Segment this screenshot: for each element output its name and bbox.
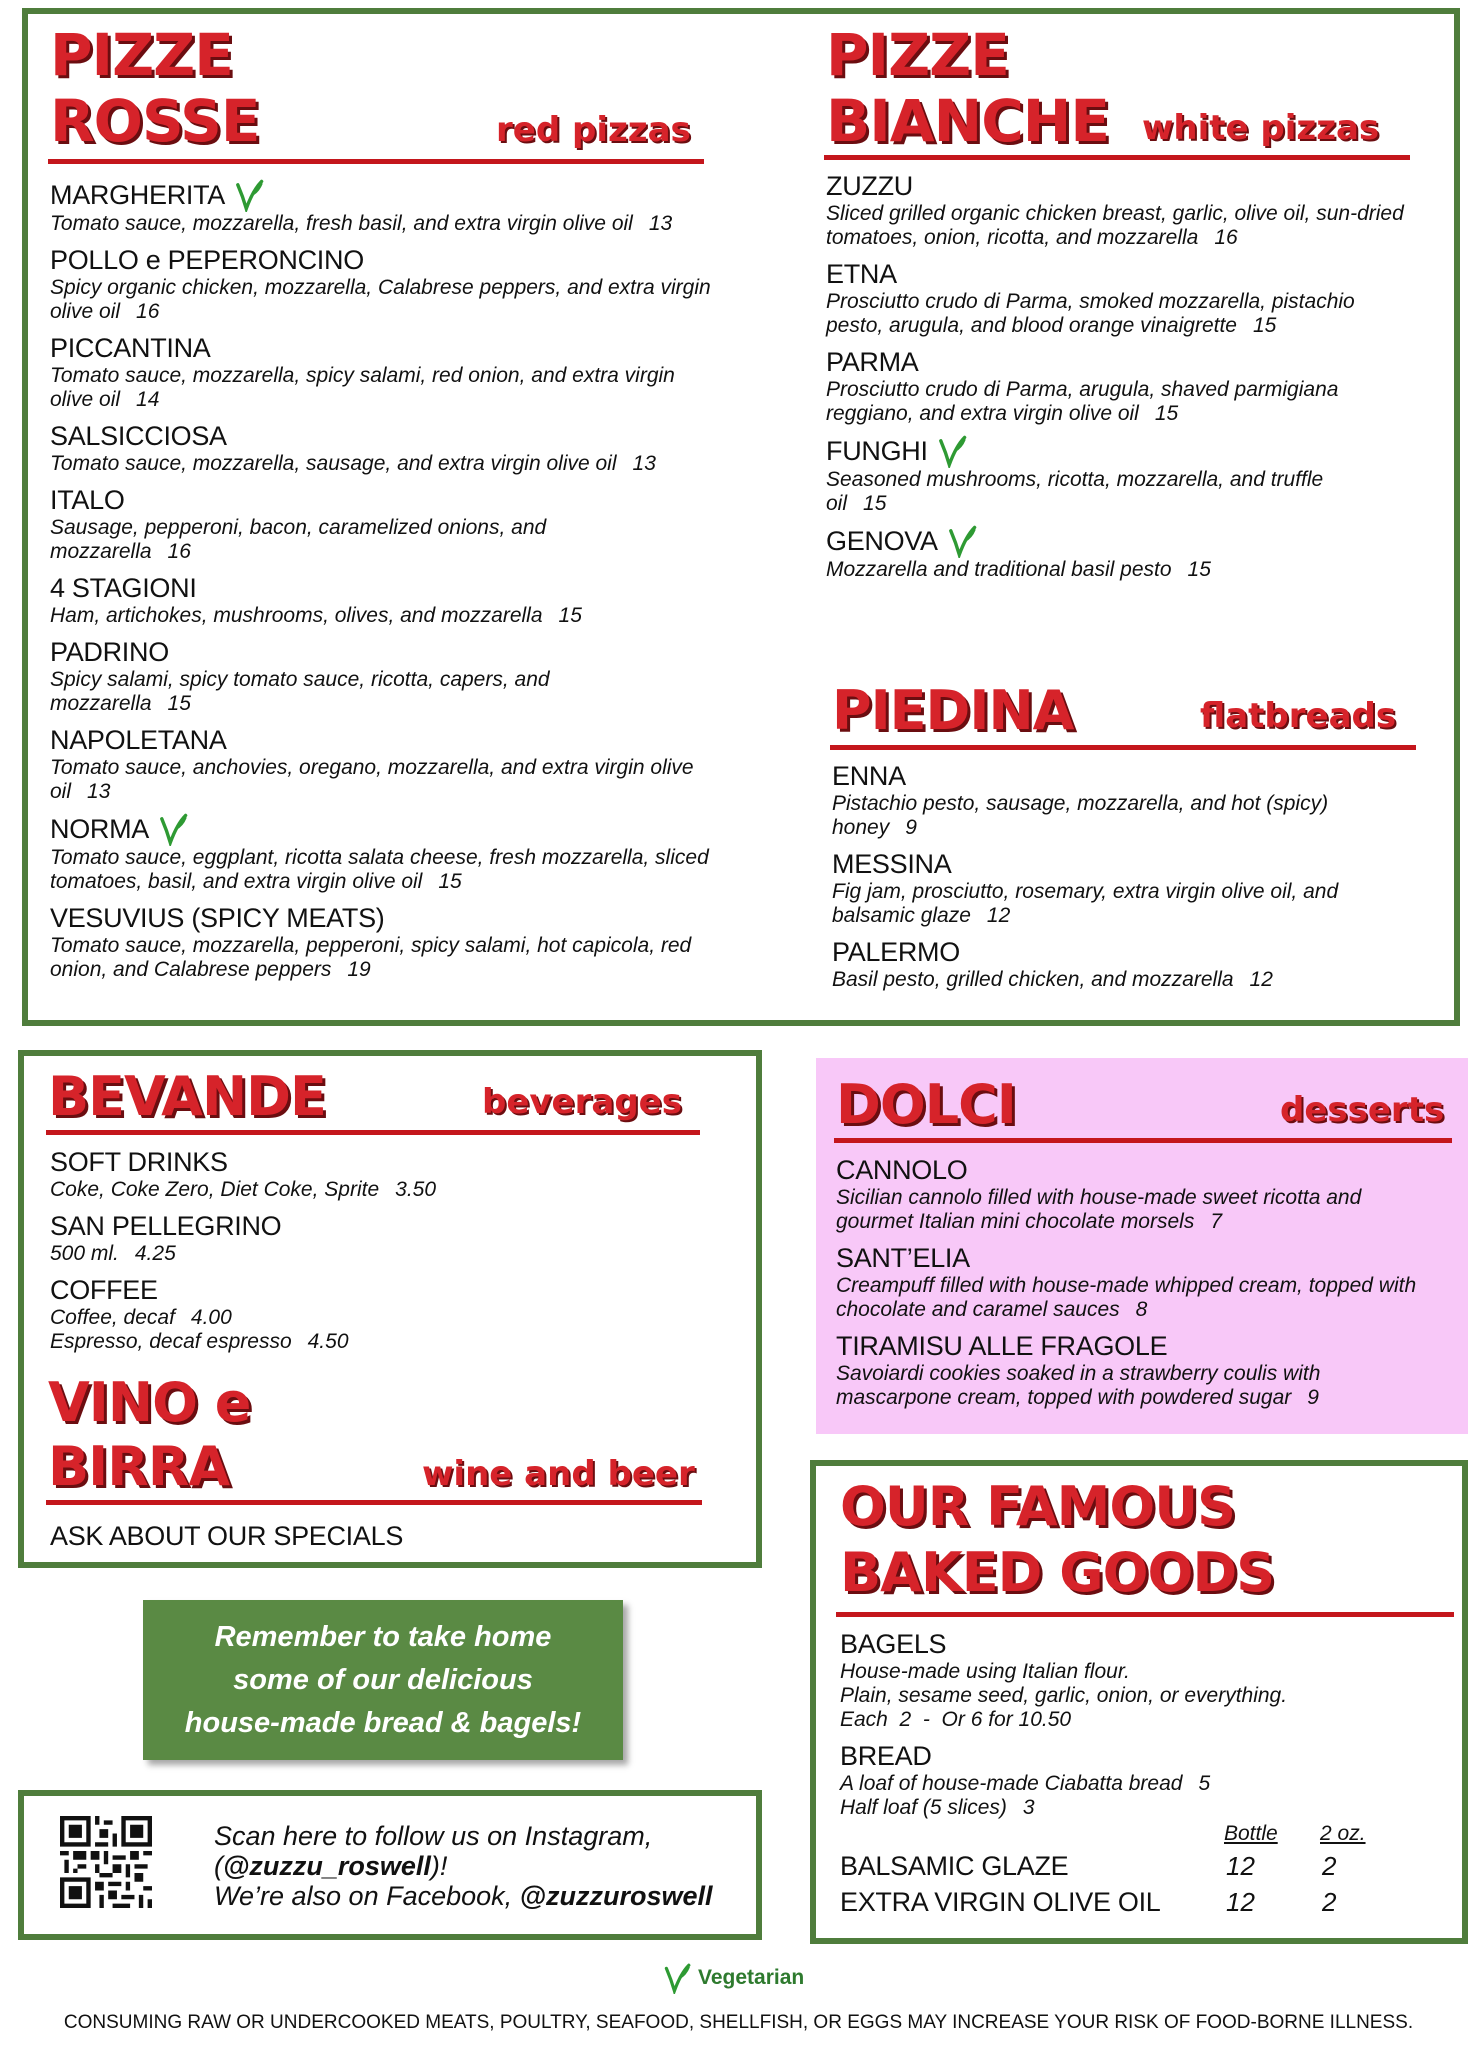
social-line: We’re also on Facebook, — [214, 1881, 520, 1911]
baked-rule — [836, 1612, 1454, 1617]
menu-item — [840, 1740, 1440, 1820]
menu-item-price: 13 — [632, 452, 656, 475]
menu-item-price: 3.50 — [395, 1178, 437, 1201]
menu-item-name: PADRINO — [50, 637, 169, 667]
menu-item-desc: Fig jam, prosciutto, rosemary, extra virgin olive oil, and balsamic glaze — [832, 880, 1339, 927]
menu-item-price: 15 — [1187, 558, 1211, 581]
menu-item — [50, 572, 715, 628]
pizze-bianche-list — [826, 170, 1406, 590]
bottle-column-header: Bottle — [1224, 1822, 1278, 1845]
menu-item-price: 7 — [1210, 1210, 1223, 1233]
menu-item — [50, 244, 715, 324]
menu-item — [832, 936, 1402, 992]
menu-item-price: 8 — [1135, 1298, 1148, 1321]
menu-item-desc: A loaf of house-made Ciabatta bread — [840, 1772, 1183, 1795]
vegetarian-leaf-icon — [155, 812, 189, 846]
menu-item-desc: Plain, sesame seed, garlic, onion, or everything. — [840, 1684, 1288, 1707]
social-text — [214, 1821, 713, 1911]
menu-item-name: PARMA — [826, 347, 919, 377]
menu-item-desc: Tomato sauce, mozzarella, pepperoni, spicy salami, hot capicola, red onion, and Calabrese peppers — [50, 934, 692, 981]
menu-item-price: 16 — [167, 540, 191, 563]
menu-item-desc: Mozzarella and traditional basil pesto — [826, 558, 1172, 581]
pizze-bianche-title-line2: BIANCHE — [826, 87, 1109, 155]
social-punct: )! — [430, 1851, 448, 1881]
instagram-handle[interactable]: @zuzzu_roswell — [223, 1851, 431, 1881]
menu-item — [836, 1330, 1436, 1410]
pizze-bianche-rule — [824, 155, 1410, 160]
oil-name: EXTRA VIRGIN OLIVE OIL — [840, 1887, 1161, 1917]
menu-item-desc: Tomato sauce, anchovies, oregano, mozzarella, and extra virgin olive oil — [50, 756, 694, 803]
menu-item-price: 15 — [558, 604, 582, 627]
menu-item-price: 4.25 — [134, 1242, 176, 1265]
menu-item-desc: Each 2 - Or 6 for 10.50 — [840, 1708, 1072, 1731]
pizze-bianche-subtitle: white pizzas — [1142, 108, 1380, 148]
menu-item-desc: Pistachio pesto, sausage, mozzarella, and hot (spicy) honey — [832, 792, 1329, 839]
menu-item-desc: Tomato sauce, mozzarella, spicy salami, red onion, and extra virgin olive oil — [50, 364, 675, 411]
menu-item-price: 14 — [136, 388, 160, 411]
oil-name: BALSAMIC GLAZE — [840, 1851, 1069, 1881]
menu-item-desc: House-made using Italian flour. — [840, 1660, 1130, 1683]
menu-item-name: COFFEE — [50, 1275, 158, 1305]
pizze-rosse-title-line1: PIZZE — [50, 21, 233, 89]
menu-item — [50, 724, 715, 804]
pizze-rosse-rule — [48, 159, 704, 164]
menu-item-price: 9 — [1307, 1386, 1319, 1409]
menu-item-desc: Tomato sauce, mozzarella, fresh basil, and extra virgin olive oil — [50, 212, 633, 235]
bevande-subtitle: beverages — [482, 1082, 682, 1122]
menu-item-name: PICCANTINA — [50, 333, 211, 363]
menu-item — [50, 1274, 710, 1354]
menu-item — [832, 760, 1402, 840]
menu-item-desc: Sausage, pepperoni, bacon, caramelized onions, and mozzarella — [50, 516, 547, 563]
promo-line: house-made bread & bagels! — [184, 1706, 582, 1739]
menu-item-price: 16 — [136, 300, 160, 323]
menu-item-name: ITALO — [50, 485, 125, 515]
menu-item — [826, 258, 1406, 338]
menu-item-name: SANT’ELIA — [836, 1243, 970, 1273]
baked-list — [840, 1628, 1440, 1828]
menu-item-name: NAPOLETANA — [50, 725, 227, 755]
menu-item-name: SALSICCIOSA — [50, 421, 227, 451]
promo-line: Remember to take home — [214, 1620, 552, 1653]
pizze-rosse-title-line2: ROSSE — [50, 87, 260, 155]
vino-rule — [46, 1500, 702, 1505]
menu-item — [826, 434, 1406, 516]
menu-item — [50, 420, 715, 476]
menu-item-desc: Spicy organic chicken, mozzarella, Calabrese peppers, and extra virgin olive oil — [50, 276, 711, 323]
menu-item-price: 3 — [1022, 1796, 1035, 1819]
menu-item-price: 5 — [1198, 1772, 1211, 1795]
menu-item — [50, 902, 715, 982]
menu-item-desc: Tomato sauce, mozzarella, sausage, and extra virgin olive oil — [50, 452, 617, 475]
menu-item-desc: Espresso, decaf espresso — [50, 1330, 292, 1353]
menu-item — [50, 1146, 710, 1202]
menu-item-name: GENOVA — [826, 526, 938, 556]
menu-item-price: 13 — [648, 212, 673, 235]
bevande-list — [50, 1146, 710, 1362]
menu-item-name: NORMA — [50, 814, 149, 844]
menu-item-name: MESSINA — [832, 849, 952, 879]
menu-item-name: MARGHERITA — [50, 180, 226, 210]
menu-item — [826, 524, 1406, 582]
menu-item-name: CANNOLO — [836, 1155, 968, 1185]
menu-item-price: 4.50 — [307, 1330, 349, 1353]
menu-item-name: SOFT DRINKS — [50, 1147, 228, 1177]
menu-item-price: 15 — [167, 692, 191, 715]
dolci-rule — [834, 1138, 1452, 1143]
menu-item-name: VESUVIUS (SPICY MEATS) — [50, 903, 385, 933]
menu-item-price: 15 — [1154, 402, 1179, 425]
menu-item-name: ETNA — [826, 259, 897, 289]
menu-item-name: TIRAMISU ALLE FRAGOLE — [836, 1331, 1168, 1361]
piedina-title: PIEDINA — [832, 679, 1074, 742]
menu-item-desc: Savoiardi cookies soaked in a strawberry coulis with mascarpone cream, topped with powdered sugar — [836, 1362, 1321, 1409]
vegetarian-leaf-icon — [231, 178, 265, 212]
qr-code-icon[interactable] — [60, 1816, 152, 1908]
menu-item-price: 15 — [1252, 314, 1277, 337]
menu-item — [50, 178, 715, 236]
menu-item — [832, 848, 1402, 928]
baked-title-line1: OUR FAMOUS — [840, 1475, 1235, 1538]
menu-item-name: POLLO e PEPERONCINO — [50, 245, 364, 275]
menu-item — [826, 170, 1406, 250]
menu-item-desc: Sicilian cannolo filled with house-made sweet ricotta and gourmet Italian mini chocolate morsels — [836, 1186, 1362, 1233]
menu-item — [840, 1628, 1440, 1732]
vegetarian-legend — [660, 1962, 804, 1994]
menu-item-name: SAN PELLEGRINO — [50, 1211, 282, 1241]
oil-2oz-price: 2 — [1322, 1851, 1337, 1881]
menu-item-desc: Seasoned mushrooms, ricotta, mozzarella, and truffle oil — [826, 468, 1324, 515]
menu-item-price: 12 — [1249, 968, 1273, 991]
menu-item-name: BAGELS — [840, 1629, 947, 1659]
2oz-column-header: 2 oz. — [1320, 1822, 1366, 1845]
menu-item-name: 4 STAGIONI — [50, 573, 197, 603]
dolci-title: DOLCI — [836, 1073, 1016, 1136]
pizze-rosse-subtitle: red pizzas — [496, 110, 691, 150]
food-safety-disclaimer: CONSUMING RAW OR UNDERCOOKED MEATS, POULTRY, SEAFOOD, SHELLFISH, OR EGGS MAY INCREASE YOUR RISK OF FOOD-BORNE ILLNESS. — [63, 2012, 1414, 2033]
vino-title-line1: VINO e — [48, 1371, 251, 1434]
promo-line: some of our delicious — [233, 1663, 533, 1696]
menu-item-desc: Half loaf (5 slices) — [840, 1796, 1007, 1819]
bevande-rule — [46, 1130, 700, 1135]
menu-item-desc: Sliced grilled organic chicken breast, garlic, olive oil, sun-dried tomatoes, onion, ricotta, and mozzarella — [826, 202, 1404, 249]
menu-item-desc: Basil pesto, grilled chicken, and mozzarella — [832, 968, 1234, 991]
menu-item-price: 15 — [863, 492, 887, 515]
menu-item — [50, 1210, 710, 1266]
menu-item-price: 13 — [87, 780, 111, 803]
take-home-promo — [143, 1600, 623, 1760]
menu-item-price: 16 — [1214, 226, 1238, 249]
menu-item — [50, 484, 715, 564]
vegetarian-leaf-icon — [944, 524, 978, 558]
pizze-bianche-title-line1: PIZZE — [826, 21, 1009, 89]
menu-item — [50, 812, 715, 894]
specials-text: ASK ABOUT OUR SPECIALS — [50, 1521, 404, 1551]
menu-item — [836, 1154, 1436, 1234]
social-punct: ( — [214, 1851, 223, 1881]
vegetarian-leaf-icon — [660, 1962, 692, 1994]
social-line: Scan here to follow us on Instagram, — [214, 1821, 653, 1851]
menu-item-desc: Coke, Coke Zero, Diet Coke, Sprite — [50, 1178, 380, 1201]
oil-bottle-price: 12 — [1226, 1851, 1255, 1881]
menu-item-desc: Spicy salami, spicy tomato sauce, ricotta, capers, and mozzarella — [50, 668, 550, 715]
menu-item-desc: Prosciutto crudo di Parma, smoked mozzarella, pistachio pesto, arugula, and blood orange vinaigrette — [826, 290, 1355, 337]
dolci-list — [836, 1154, 1436, 1418]
menu-item-price: 15 — [438, 870, 462, 893]
oil-row — [840, 1886, 1400, 1920]
menu-item-price: 12 — [986, 904, 1011, 927]
menu-item-desc: Creampuff filled with house-made whipped cream, topped with chocolate and caramel sauces — [836, 1274, 1417, 1321]
piedina-subtitle: flatbreads — [1200, 696, 1397, 736]
menu-item-desc: Tomato sauce, eggplant, ricotta salata cheese, fresh mozzarella, sliced tomatoes, basil, and extra virgin olive oil — [50, 846, 709, 893]
menu-item-name: ENNA — [832, 761, 906, 791]
menu-item-name: PALERMO — [832, 937, 960, 967]
menu-item-desc: Prosciutto crudo di Parma, arugula, shaved parmigiana reggiano, and extra virgin olive oil — [826, 378, 1339, 425]
menu-item-price: 19 — [347, 958, 371, 981]
oil-bottle-price: 12 — [1226, 1887, 1255, 1917]
baked-title-line2: BAKED GOODS — [840, 1541, 1275, 1604]
facebook-handle[interactable]: @zuzzuroswell — [519, 1881, 713, 1911]
menu-item-name: FUNGHI — [826, 436, 928, 466]
menu-item-name: BREAD — [840, 1741, 932, 1771]
vino-title-line2: BIRRA — [48, 1435, 230, 1498]
menu-item-desc: Coffee, decaf — [50, 1306, 175, 1329]
oil-row — [840, 1850, 1400, 1884]
vino-subtitle: wine and beer — [422, 1454, 695, 1494]
menu-item — [50, 332, 715, 412]
menu-item-name: ZUZZU — [826, 171, 913, 201]
menu-item-price: 4.00 — [190, 1306, 232, 1329]
pizze-rosse-list — [50, 178, 715, 990]
bevande-title: BEVANDE — [48, 1065, 326, 1128]
vegetarian-leaf-icon — [934, 434, 968, 468]
menu-item-price: 9 — [905, 816, 917, 839]
menu-item — [826, 346, 1406, 426]
piedina-list — [832, 760, 1402, 1000]
menu-item — [50, 636, 715, 716]
vegetarian-label: Vegetarian — [698, 1966, 805, 1989]
oil-2oz-price: 2 — [1322, 1887, 1337, 1917]
menu-item-desc: 500 ml. — [50, 1242, 119, 1265]
dolci-subtitle: desserts — [1280, 1090, 1445, 1130]
menu-item-desc: Ham, artichokes, mushrooms, olives, and mozzarella — [50, 604, 543, 627]
piedina-rule — [830, 745, 1416, 750]
social-box — [18, 1790, 762, 1940]
menu-item — [836, 1242, 1436, 1322]
